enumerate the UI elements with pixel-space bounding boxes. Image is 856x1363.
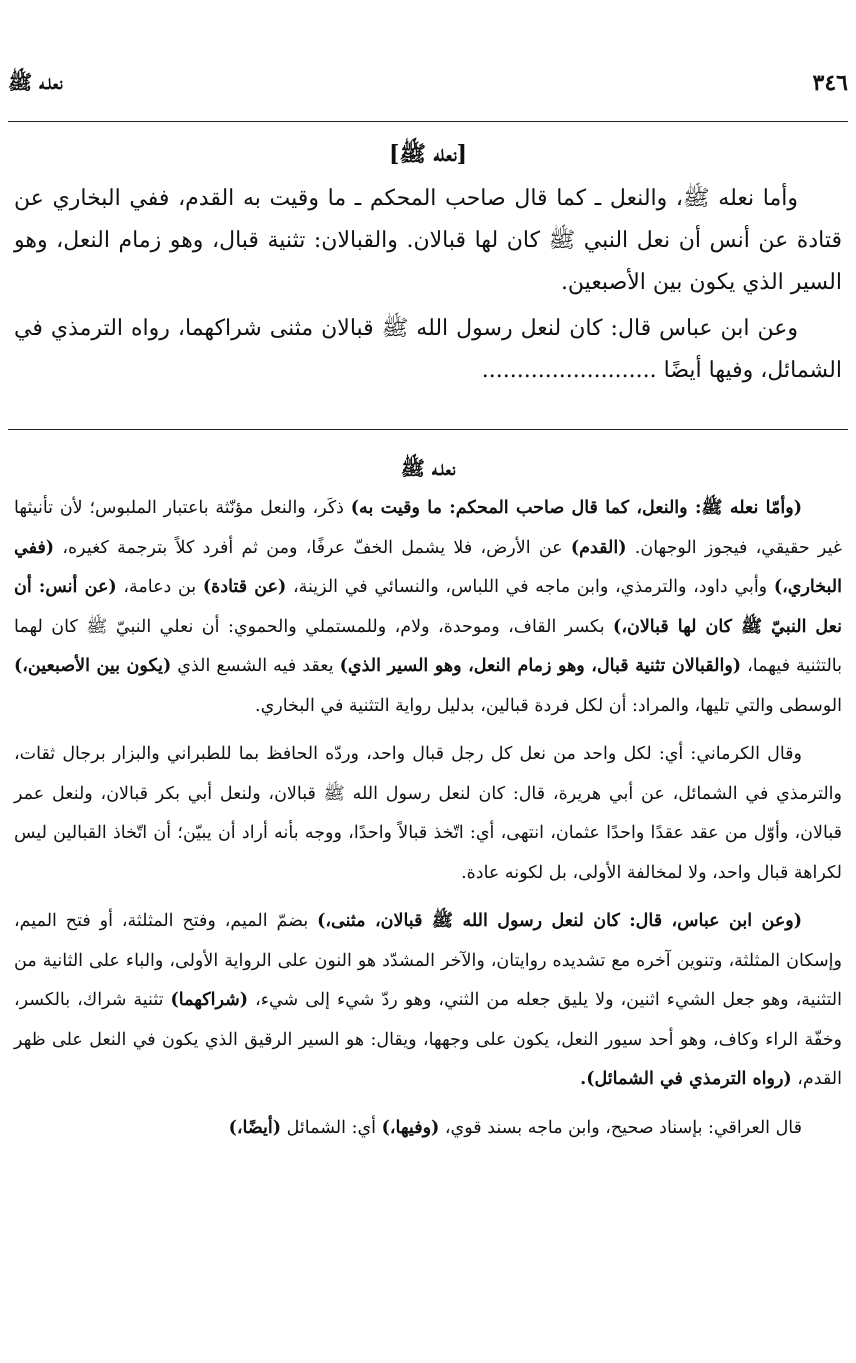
bold-quote: (عن أنس: أن نعل النبيّ ﷺ كان لها قبالان،) <box>14 577 842 637</box>
page-number: ٣٤٦ <box>812 70 848 96</box>
bold-quote: (أيضًا،) <box>228 1117 282 1138</box>
main-section-title: [نعله ﷺ] <box>388 141 468 167</box>
page-header <box>8 64 848 114</box>
main-paragraph-1: وأما نعله ﷺ، والنعل ـ كما قال صاحب المحكم ـ ما وقيت به القدم، ففي البخاري عن قتادة عن أنس أن نعل النبي ﷺ كان لها قبالان. والقبالان: تثنية قبال، وهو زمام النعل، وهو السير الذي يكون بين الأصبعين. <box>14 186 842 295</box>
commentary-paragraph-1: (وأمّا نعله ﷺ: والنعل، كما قال صاحب المحكم: ما وقيت به) ذكَر، والنعل مؤنّثة باعتبار الملبوس؛ لأن تأنيثها غير حقيقي، فيجوز الوجهان. (القدم) عن الأرض، فلا يشمل الخفّ عرفًا، ومن ثم أفرد كلاً بترجمة كغيره، (ففي البخاري،) وأبي داود، والترمذي، وابن ماجه في اللباس، والنسائي في الزينة، (عن قتادة) بن دعامة، (عن أنس: أن نعل النبيّ ﷺ كان لها قبالان،) بكسر القاف، وموحدة، ولام، وللمستملي والحموي: أن نعلي النبيّ ﷺ كان لهما بالتثنية فيهما، (والقبالان تثنية قبال، وهو زمام النعل، وهو السير الذي) يعقد فيه الشسع الذي (يكون بين الأصبعين،) الوسطى والتي تليها، والمراد: أن لكل فردة قبالين، بدليل رواية التثنية في البخاري. <box>14 498 843 716</box>
commentary-paragraph-2: وقال الكرماني: أي: لكل واحد من نعل كل رجل قبال واحد، وردّه الحافظ بما للطبراني والبزار برجال ثقات، والترمذي في الشمائل، عن أبي هريرة، قال: كان لنعل رسول الله ﷺ قبالان، ولنعل أبي بكر قبالان، ولنعل عمر قبالان، وأوّل من عقد عقدًا واحدًا عثمان، انتهى، أي: اتّخذ قبالاً واحدًا، ووجه بأنه أراد أن يبيّن؛ أن اتّخاذ القبالين ليس لكراهة قبال واحد، ولا لمخالفة الأولى، بل لكونه عادة. <box>14 744 842 883</box>
bold-quote: (والقبالان تثنية قبال، وهو زمام النعل، وهو السير الذي) <box>339 656 742 676</box>
commentary-paragraph-3: (وعن ابن عباس، قال: كان لنعل رسول الله ﷺ قبالان، مثنى،) بضمّ الميم، وفتح المثلثة، أو فتح الميم، وإسكان المثلثة، وتنوين آخره مع تشديده روايتان، والآخر المشدّد هو النون على الرواية الأولى، والباء على الثانية من التثنية، وهو جعل الشيء اثنين، ولا يليق جعله من الثني، وهو ردّ شيء إلى شيء، (شراكهما) تثنية شراك، بالكسر، وخفّة الراء وكاف، وهو أحد سيور النعل، يكون على وجهها، ويقال: هو السير الرقيق الذي يكون في النعل على ظهر القدم، (رواه الترمذي في الشمائل). <box>14 911 842 1089</box>
bold-quote: (عن قتادة) <box>202 577 287 597</box>
bold-quote: (وعن ابن عباس، قال: كان لنعل رسول الله ﷺ قبالان، مثنى،) <box>317 911 802 931</box>
bold-quote: (شراكهما) <box>170 990 249 1010</box>
bold-quote: (القدم) <box>570 537 627 558</box>
main-paragraph-2 <box>14 308 842 392</box>
main-paragraph-2-text: وعن ابن عباس قال: كان لنعل رسول الله ﷺ قبالان مثنى شراكهما، رواه الترمذي في الشمائل، وفيها أيضًا <box>14 316 842 383</box>
bold-quote: (وفيها،) <box>381 1117 440 1138</box>
running-title: نعلـه ﷺ <box>8 70 63 94</box>
bold-quote: (وأمّا نعله ﷺ: والنعل، كما قال صاحب المحكم: ما وقيت به) <box>350 498 802 518</box>
commentary-text <box>14 456 842 1148</box>
bold-quote: (رواه الترمذي في الشمائل). <box>580 1069 792 1089</box>
commentary-paragraph-4: قال العراقي: بإسناد صحيح، وابن ماجه بسند قوي، (وفيها،) أي: الشمائل (أيضًا،) <box>228 1117 802 1138</box>
commentary-title: نعلـه ﷺ <box>400 456 456 480</box>
bold-quote: (يكون بين الأصبعين،) <box>14 656 172 676</box>
header-rule <box>8 121 848 122</box>
bold-quote: (ففي البخاري،) <box>14 537 842 597</box>
section-divider-rule <box>8 429 848 430</box>
main-text <box>14 140 842 392</box>
ellipsis-dots: ......................... <box>481 358 657 383</box>
